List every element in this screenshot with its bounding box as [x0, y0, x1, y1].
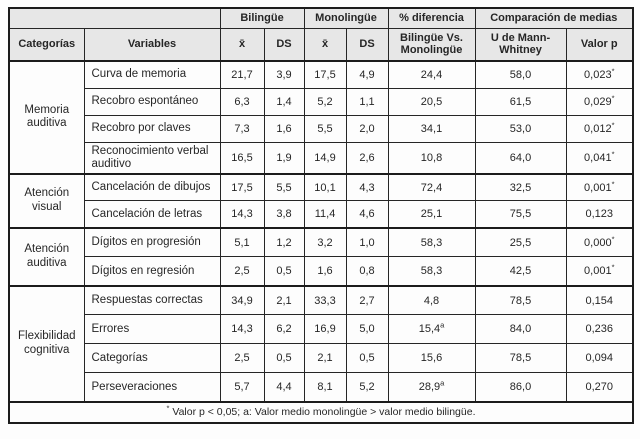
valor-p — [566, 174, 633, 201]
monolingue-ds: 2,7 — [346, 286, 388, 315]
monolingue-ds: 4,3 — [346, 174, 388, 201]
bilingue-ds: 1,6 — [264, 115, 304, 142]
monolingue-mean: 2,1 — [304, 344, 346, 373]
valor-p — [566, 228, 633, 257]
pct-value: 58,3 — [420, 236, 443, 249]
pct-superscript: a — [440, 320, 445, 330]
p-value: 0,041 — [584, 151, 612, 164]
variable-label: Errores — [84, 315, 220, 344]
valor-p — [566, 315, 633, 344]
p-value: 0,094 — [585, 352, 614, 365]
bilingue-ds: 1,9 — [264, 142, 304, 174]
monolingue-ds: 4,9 — [346, 61, 388, 88]
monolingue-mean: 5,5 — [304, 115, 346, 142]
pct-value: 4,8 — [423, 294, 440, 307]
monolingue-mean: 17,5 — [304, 61, 346, 88]
p-significance-marker: * — [611, 179, 615, 189]
header-col-valor-p: Valor p — [566, 28, 633, 61]
header-col-bilingue-vs-monolingue: Bilingüe Vs. Monolingüe — [388, 28, 475, 61]
valor-p — [566, 201, 633, 228]
bilingue-mean: 21,7 — [220, 61, 264, 88]
variable-label: Dígitos en regresión — [84, 257, 220, 286]
pct-value: 15,6 — [420, 352, 443, 365]
bilingue-ds: 2,1 — [264, 286, 304, 315]
mean-symbol: x̄ — [238, 37, 246, 50]
table-row — [9, 201, 633, 228]
bilingue-ds: 3,8 — [264, 201, 304, 228]
monolingue-ds: 0,8 — [346, 257, 388, 286]
p-value: 0,001 — [584, 265, 612, 278]
monolingue-mean: 10,1 — [304, 174, 346, 201]
header-group-pct-diferencia: % diferencia — [388, 8, 475, 28]
p-value: 0,012 — [584, 122, 612, 135]
header-col-variables: Variables — [84, 28, 220, 61]
table-row — [9, 257, 633, 286]
header-col-ds-bilingue: DS — [264, 28, 304, 61]
u-mann-whitney: 78,5 — [475, 344, 566, 373]
pct-diferencia — [388, 315, 475, 344]
monolingue-ds: 1,0 — [346, 228, 388, 257]
valor-p — [566, 257, 633, 286]
footnote-text: Valor p < 0,05; a: Valor medio monolingüe > valor medio bilingüe. — [169, 406, 476, 419]
table-row — [9, 228, 633, 257]
pct-value: 24,4 — [420, 68, 443, 81]
valor-p — [566, 373, 633, 402]
pct-diferencia — [388, 142, 475, 174]
u-mann-whitney: 78,5 — [475, 286, 566, 315]
table-footer — [9, 402, 633, 423]
bilingue-ds: 0,5 — [264, 344, 304, 373]
p-value: 0,270 — [585, 381, 614, 394]
bilingue-mean: 5,7 — [220, 373, 264, 402]
table-body — [9, 61, 633, 402]
valor-p — [566, 142, 633, 174]
table-row — [9, 373, 633, 402]
footnote-row — [9, 402, 633, 423]
u-mann-whitney: 75,5 — [475, 201, 566, 228]
pct-value: 72,4 — [420, 181, 443, 194]
p-significance-marker: * — [611, 119, 615, 129]
valor-p — [566, 286, 633, 315]
category-memoria-auditiva: Memoria auditiva — [9, 61, 84, 174]
pct-value: 58,3 — [420, 265, 443, 278]
header-col-categorias: Categorías — [9, 28, 84, 61]
bilingue-mean: 34,9 — [220, 286, 264, 315]
category-flexibilidad-cognitiva: Flexibilidad cognitiva — [9, 286, 84, 402]
pct-diferencia — [388, 373, 475, 402]
monolingue-ds: 2,0 — [346, 115, 388, 142]
variable-label: Reconocimiento verbal auditivo — [84, 142, 220, 174]
monolingue-mean: 1,6 — [304, 257, 346, 286]
pct-value: 34,1 — [420, 122, 443, 135]
bilingue-mean: 14,3 — [220, 201, 264, 228]
category-atencion-visual: Atención visual — [9, 174, 84, 228]
p-value: 0,236 — [585, 323, 614, 336]
monolingue-mean: 14,9 — [304, 142, 346, 174]
table-row — [9, 286, 633, 315]
bilingue-mean: 2,5 — [220, 257, 264, 286]
valor-p — [566, 88, 633, 115]
p-value: 0,023 — [584, 68, 612, 81]
footnote — [9, 402, 633, 423]
header-col-u-mann-whitney: U de Mann-Whitney — [475, 28, 566, 61]
pct-diferencia — [388, 286, 475, 315]
table-row — [9, 115, 633, 142]
u-mann-whitney: 42,5 — [475, 257, 566, 286]
variable-label: Respuestas correctas — [84, 286, 220, 315]
u-mann-whitney: 61,5 — [475, 88, 566, 115]
pct-value: 10,8 — [420, 151, 443, 164]
pct-value: 25,1 — [420, 208, 443, 221]
monolingue-mean: 11,4 — [304, 201, 346, 228]
bilingue-ds: 0,5 — [264, 257, 304, 286]
monolingue-ds: 2,6 — [346, 142, 388, 174]
monolingue-ds: 4,6 — [346, 201, 388, 228]
bilingue-mean: 6,3 — [220, 88, 264, 115]
monolingue-mean: 8,1 — [304, 373, 346, 402]
table-header — [9, 8, 633, 61]
header-group-monolingue: Monolingüe — [304, 8, 388, 28]
u-mann-whitney: 32,5 — [475, 174, 566, 201]
pct-diferencia — [388, 61, 475, 88]
variable-label: Curva de memoria — [84, 61, 220, 88]
pct-superscript: a — [440, 378, 445, 388]
pct-diferencia — [388, 115, 475, 142]
bilingue-mean: 2,5 — [220, 344, 264, 373]
p-value: 0,123 — [585, 208, 614, 221]
p-significance-marker: * — [611, 234, 615, 244]
valor-p — [566, 115, 633, 142]
variable-label: Recobro espontáneo — [84, 88, 220, 115]
table-row — [9, 142, 633, 174]
bilingue-ds: 1,4 — [264, 88, 304, 115]
bilingue-mean: 17,5 — [220, 174, 264, 201]
monolingue-mean: 5,2 — [304, 88, 346, 115]
p-significance-marker: * — [611, 66, 615, 76]
p-value: 0,001 — [584, 181, 612, 194]
u-mann-whitney: 64,0 — [475, 142, 566, 174]
u-mann-whitney: 86,0 — [475, 373, 566, 402]
p-value: 0,154 — [585, 294, 614, 307]
variable-label: Categorías — [84, 344, 220, 373]
p-value: 0,000 — [584, 236, 612, 249]
monolingue-mean: 3,2 — [304, 228, 346, 257]
variable-label: Cancelación de dibujos — [84, 174, 220, 201]
pct-diferencia — [388, 344, 475, 373]
pct-diferencia — [388, 257, 475, 286]
monolingue-mean: 33,3 — [304, 286, 346, 315]
p-value: 0,029 — [584, 95, 612, 108]
category-atencion-auditiva: Atención auditiva — [9, 228, 84, 286]
pct-diferencia — [388, 174, 475, 201]
p-significance-marker: * — [611, 92, 615, 102]
monolingue-mean: 16,9 — [304, 315, 346, 344]
monolingue-ds: 0,5 — [346, 344, 388, 373]
valor-p — [566, 344, 633, 373]
pct-value: 20,5 — [420, 95, 443, 108]
pct-diferencia — [388, 228, 475, 257]
variable-label: Recobro por claves — [84, 115, 220, 142]
bilingue-ds: 6,2 — [264, 315, 304, 344]
u-mann-whitney: 84,0 — [475, 315, 566, 344]
bilingue-ds: 5,5 — [264, 174, 304, 201]
header-group-comparacion-medias: Comparación de medias — [475, 8, 633, 28]
monolingue-ds: 1,1 — [346, 88, 388, 115]
bilingue-mean: 7,3 — [220, 115, 264, 142]
table-row — [9, 344, 633, 373]
bilingue-ds: 1,2 — [264, 228, 304, 257]
bilingue-mean: 16,5 — [220, 142, 264, 174]
pct-value: 15,4 — [418, 323, 441, 336]
header-empty-cell — [9, 8, 220, 28]
monolingue-ds: 5,0 — [346, 315, 388, 344]
footnote-marker: * — [166, 403, 170, 413]
table-row — [9, 315, 633, 344]
valor-p — [566, 61, 633, 88]
table-row — [9, 61, 633, 88]
bilingue-ds: 4,4 — [264, 373, 304, 402]
table-row — [9, 174, 633, 201]
pct-diferencia — [388, 88, 475, 115]
variable-label: Dígitos en progresión — [84, 228, 220, 257]
pct-value: 28,9 — [418, 381, 441, 394]
bilingue-mean: 5,1 — [220, 228, 264, 257]
table-row — [9, 88, 633, 115]
bilingue-mean: 14,3 — [220, 315, 264, 344]
header-col-mean-monolingue — [304, 28, 346, 61]
mean-symbol: x̄ — [321, 37, 329, 50]
pct-diferencia — [388, 201, 475, 228]
variable-label: Cancelación de letras — [84, 201, 220, 228]
p-significance-marker: * — [611, 262, 615, 272]
u-mann-whitney: 25,5 — [475, 228, 566, 257]
header-col-mean-bilingue — [220, 28, 264, 61]
statistics-table — [8, 7, 634, 424]
header-col-ds-monolingue: DS — [346, 28, 388, 61]
monolingue-ds: 5,2 — [346, 373, 388, 402]
u-mann-whitney: 53,0 — [475, 115, 566, 142]
p-significance-marker: * — [611, 149, 615, 159]
bilingue-ds: 3,9 — [264, 61, 304, 88]
header-group-bilingue: Bilingüe — [220, 8, 304, 28]
u-mann-whitney: 58,0 — [475, 61, 566, 88]
variable-label: Perseveraciones — [84, 373, 220, 402]
